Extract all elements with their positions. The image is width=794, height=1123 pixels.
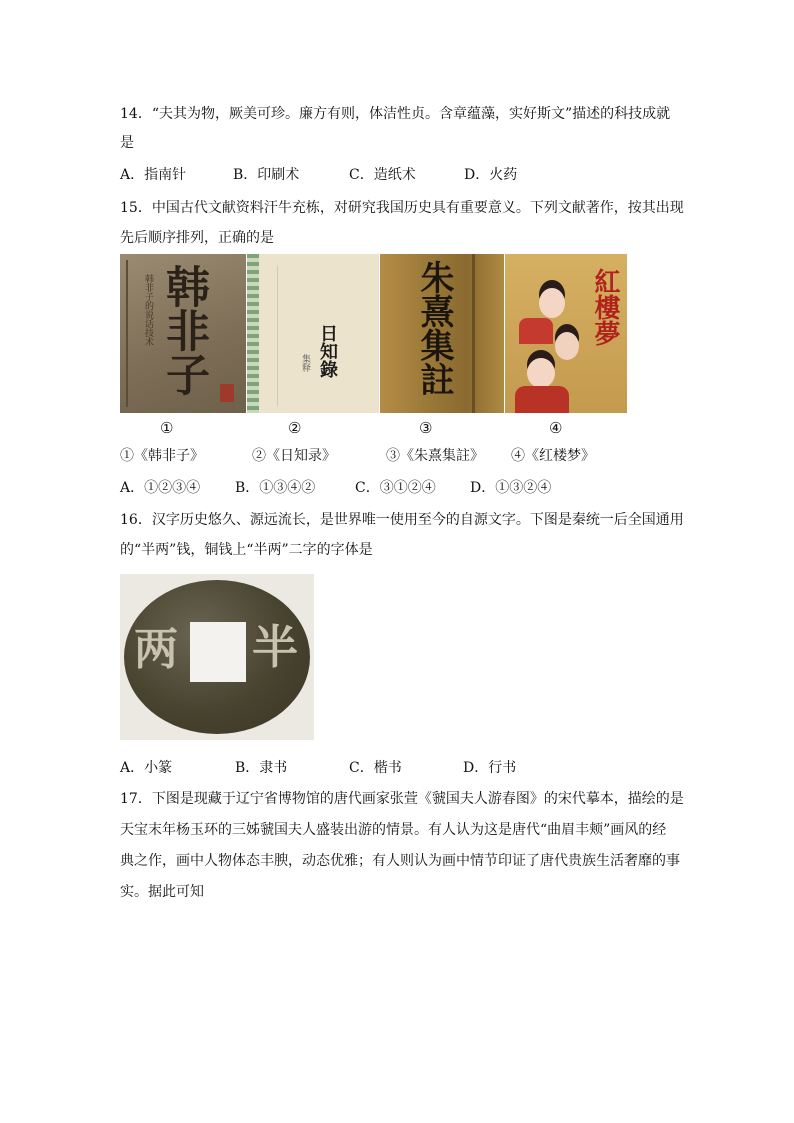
q14-stem-line2: 是 <box>120 135 134 151</box>
hanfeizi-subtitle: 韩非子的说话技术 <box>143 274 153 346</box>
q17-stem-line1: 17．下图是现藏于辽宁省博物馆的唐代画家张萱《虢国夫人游春图》的宋代摹本，描绘的是 <box>120 791 684 807</box>
book-cover-hongloumeng <box>505 254 627 413</box>
seal-stamp <box>220 384 234 402</box>
q15-option-d[interactable]: D．①③②④ <box>470 480 552 496</box>
q14-stem-line1: 14．“夫其为物，厥美可珍。廉方有则，体洁性贞。含章蕴藻，实好斯文”描述的科技成就 <box>120 106 671 122</box>
zhuxi-title: 朱熹集註 <box>414 260 454 396</box>
q17-stem-line4: 实。据此可知 <box>120 884 204 900</box>
q15-option-a[interactable]: A．①②③④ <box>120 480 201 496</box>
q17-stem-line3: 典之作，画中人物体态丰腴，动态优雅；有人则认为画中情节印证了唐代贵族生活奢靡的事 <box>120 853 680 869</box>
figure-robe-1 <box>519 318 553 344</box>
q14-option-b[interactable]: B．印刷术 <box>233 167 300 183</box>
caption-4: ④《红楼梦》 <box>511 448 595 464</box>
banliang-coin-photo <box>120 574 314 740</box>
book-cover-rizhilu <box>247 254 379 413</box>
q16-option-d[interactable]: D．行书 <box>463 760 517 776</box>
figure-robe-3 <box>515 386 569 413</box>
q17-stem-line2: 天宝末年杨玉环的三姊虢国夫人盛装出游的情景。有人认为这是唐代“曲眉丰颊”画风的经 <box>120 822 667 838</box>
image-marker-4: ④ <box>549 419 563 437</box>
q16-stem-line1: 16．汉字历史悠久、源远流长，是世界唯一使用至今的自源文字。下图是秦统一后全国通用 <box>120 512 684 528</box>
figure-face-2 <box>555 332 579 360</box>
book-cover-hanfeizi <box>120 254 246 413</box>
image-marker-3: ③ <box>419 419 433 437</box>
coin-character-liang: 两 <box>134 624 178 675</box>
q16-option-b[interactable]: B．隶书 <box>235 760 288 776</box>
caption-3: ③《朱熹集註》 <box>386 448 484 464</box>
caption-1: ①《韩非子》 <box>120 448 204 464</box>
q15-option-b[interactable]: B．①③④② <box>235 480 316 496</box>
q16-option-c[interactable]: C．楷书 <box>349 760 402 776</box>
figure-face-1 <box>539 288 565 318</box>
figure-face-3 <box>527 358 555 388</box>
book-cover-zhuxi <box>380 254 504 413</box>
rizhilu-title: 日知錄 <box>317 324 338 378</box>
image-marker-1: ① <box>160 419 174 437</box>
q15-stem-line1: 15．中国古代文献资料汗牛充栋，对研究我国历史具有重要意义。下列文献著作，按其出现 <box>120 200 684 216</box>
image-marker-2: ② <box>288 419 302 437</box>
q15-option-c[interactable]: C．③①②④ <box>355 480 436 496</box>
rizhilu-subtitle: 集释 <box>300 354 310 372</box>
q15-stem-line2: 先后顺序排列，正确的是 <box>120 230 274 246</box>
caption-2: ②《日知录》 <box>252 448 336 464</box>
q14-option-a[interactable]: A．指南针 <box>120 167 187 183</box>
q14-option-c[interactable]: C．造纸术 <box>349 167 416 183</box>
hanfeizi-calligraphy: 韩非子 <box>158 264 209 396</box>
q16-stem-line2: 的“半两”钱，铜钱上“半两”二字的字体是 <box>120 542 373 558</box>
q16-option-a[interactable]: A．小篆 <box>120 760 173 776</box>
q14-option-d[interactable]: D．火药 <box>464 167 518 183</box>
coin-character-ban: 半 <box>252 620 298 674</box>
hongloumeng-title: 紅樓夢 <box>590 268 620 346</box>
coin-square-hole <box>190 622 246 682</box>
